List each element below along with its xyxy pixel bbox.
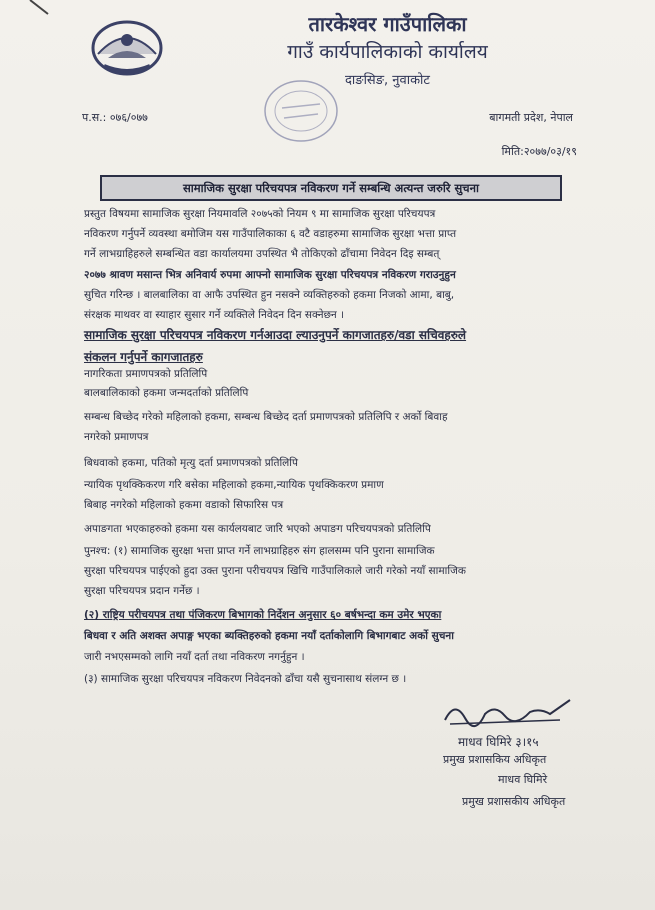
document-item: बालबालिकाको हकमा जन्मदर्ताको प्रतिलिपि (84, 387, 249, 399)
note-line: जारी नभएसम्मको लागि नयाँ दर्ता तथा नविकरण नगर्नुहुन । (84, 651, 305, 663)
intro-line: गर्ने लाभग्राहिहरुले सम्बन्धित वडा कार्यालयमा उपस्थित भै तोकिएको ढाँचामा निवेदन दिइ सम्बत् (84, 248, 440, 260)
document-item: नगरेको प्रमाणपत्र (84, 431, 149, 443)
document-item: सम्बन्ध बिच्छेद गरेको महिलाको हकमा, सम्बन्ध बिच्छेद दर्ता प्रमाणपत्रको प्रतिलिपि र अर्को बिवाह (84, 411, 448, 423)
note-line: पुनश्च: (१) सामाजिक सुरक्षा भत्ता प्राप्त गर्ने लाभग्राहिहरु संग हालसम्म पनि पुराना सामाजिक (84, 545, 435, 557)
intro-line: प्रस्तुत विषयमा सामाजिक सुरक्षा नियमावलि २०७५को नियम ९ मा सामाजिक सुरक्षा परिचयपत्र (84, 208, 436, 220)
note-line: सुरक्षा परिचयपत्र पाईएको हुदा उक्त पुराना परीचयपत्र खिचि गाउँपालिकाले जारी गरेको नयाँ सामाजिक (84, 565, 466, 577)
intro-line: २०७७ श्रावण मसान्त भित्र अनिवार्य रुपमा आफ्नो सामाजिक सुरक्षा परिचयपत्र नविकरण गराउनुहुन (84, 269, 456, 281)
intro-line: सुचित गरिन्छ । बालबालिका वा आफै उपस्थित हुन नसक्ने व्यक्तिहरुको हकमा निजको आमा, बाबु, (84, 289, 455, 301)
signatory-name: माधव घिमिरे (498, 773, 548, 786)
documents-heading: संकलन गर्नुपर्ने कागजातहरु (84, 350, 203, 364)
intro-line: संरक्षक माथवर वा स्याहार सुसार गर्ने व्यक्तिले निवेदन दिन सक्नेछन । (84, 309, 345, 321)
note-line: बिधवा र अति अशक्त अपाङ्ग भएका ब्यक्तिहरुको हकमा नयाँ दर्ताकोलागि बिभागबाट अर्को सुचना (84, 630, 454, 642)
notice-date: मिति:२०७७/०३/१९ (501, 145, 577, 158)
documents-heading: सामाजिक सुरक्षा परिचयपत्र नविकरण गर्नआउदा ल्याउनुपर्ने कागजातहरु/वडा सचिवहरुले (84, 328, 467, 342)
document-item: अपाङगता भएकाहरुको हकमा यस कार्यलयबाट जारि भएको अपाङग परिचयपत्रको प्रतिलिपि (84, 523, 431, 535)
document-item: बिबाह नगरेको महिलाको हकमा वडाको सिफारिस पत्र (84, 499, 284, 511)
signatory-title: प्रमुख प्रशासकिय अधिकृत (443, 753, 547, 766)
signature-handwritten: माधव घिमिरे ३।१५ (458, 735, 539, 749)
office-location: दाङसिङ, नुवाकोट (345, 73, 430, 88)
notice-title: सामाजिक सुरक्षा परिचयपत्र नविकरण गर्ने सम्बन्धि अत्यन्त जरुरि सुचना (100, 175, 562, 201)
document-item: बिधवाको हकमा, पतिको मृत्यु दर्ता प्रमाणपत्रको प्रतिलिपि (84, 457, 298, 469)
reference-number: प.स.: ०७६/०७७ (82, 111, 148, 124)
document-item: नागरिकता प्रमाणपत्रको प्रतिलिपि (84, 368, 208, 380)
page-corner-mark (0, 0, 60, 30)
province-label: बागमती प्रदेश, नेपाल (489, 111, 573, 124)
note-line: सुरक्षा परिचयपत्र प्रदान गर्नेछ । (84, 585, 200, 597)
note-line: (३) सामाजिक सुरक्षा परिचयपत्र नविकरण निवेदनको ढाँचा यसै सुचनासाथ संलग्न छ । (84, 673, 407, 685)
office-name: गाउँ कार्यपालिकाको कार्यालय (287, 41, 488, 63)
office-stamp (262, 78, 340, 144)
document-item: न्यायिक पृथक्किकरण गरि बसेका महिलाको हकमा,न्यायिक पृथक्किकरण प्रमाण (84, 479, 384, 491)
signatory-title-hand: प्रमुख प्रशासकीय अधिकृत (462, 795, 566, 808)
intro-line: नविकरण गर्नुपर्ने व्यवस्था बमोजिम यस गाउँपालिकाका ६ वटै वडाहरुमा सामाजिक सुरक्षा भत्ता प्राप्त (84, 228, 457, 240)
municipality-name: तारकेश्वर गाउँपालिका (308, 12, 467, 36)
note-line: (२) राष्ट्रिय परीचयपत्र तथा पंजिकरण बिभागको निर्देशन अनुसार ६० बर्षभन्दा कम उमेर भएका (84, 609, 442, 621)
